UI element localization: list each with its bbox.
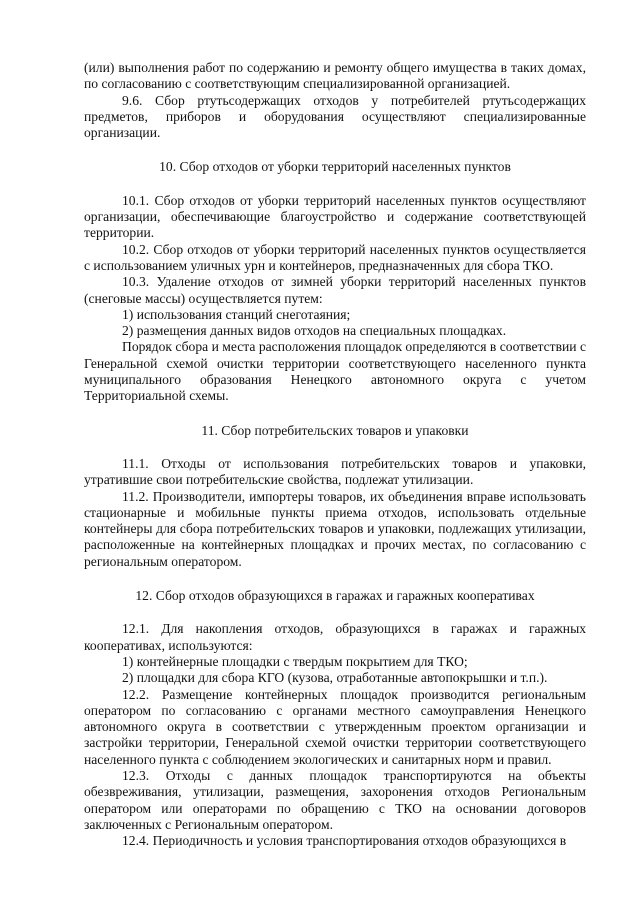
paragraph-9-6: 9.6. Сбор ртутьсодержащих отходов у потребителей ртутьсодержащих предметов, приборов и оборудования осуществляют специализированные организации. xyxy=(84,92,586,141)
paragraph-11-1: 11.1. Отходы от использования потребительских товаров и упаковки, утратившие свои потребительские свойства, подлежат утилизации. xyxy=(84,455,586,488)
paragraph-12-4: 12.4. Периодичность и условия транспортирования отходов образующихся в xyxy=(122,833,567,849)
paragraph-12-1: 12.1. Для накопления отходов, образующихся в гаражах и гаражных кооперативах, используются: xyxy=(84,621,586,653)
list-item: 2) размещения данных видов отходов на специальных площадках. xyxy=(122,323,507,339)
paragraph: (или) выполнения работ по содержанию и ремонту общего имущества в таких домах, по согласованию с соответствующим специализированной организацией. xyxy=(84,60,586,92)
paragraph-11-2: 11.2. Производители, импортеры товаров, их объединения вправе использовать стационарные и мобильные пункты приема отходов, использовать отдельные контейнеры для сбора потребительских товаров и упаковки, подлежащих утилизации, расположенные на контейнерных площадках и прочих местах, по согласованию с региональным оператором. xyxy=(84,488,586,569)
list-item: 1) использования станций снеготаяния; xyxy=(122,306,351,322)
paragraph-10-2: 10.2. Сбор отходов от уборки территорий населенных пунктов осуществляется с использованием уличных урн и контейнеров, предназначенных для сбора ТКО. xyxy=(84,241,586,273)
list-item: 2) площадки для сбора КГО (кузова, отработанные автопокрышки и т.п.). xyxy=(122,670,548,686)
paragraph-10-3: 10.3. Удаление отходов от зимней уборки территорий населенных пунктов (снеговые массы) осуществляется путем: xyxy=(84,274,586,306)
list-item: 1) контейнерные площадки с твердым покрытием для ТКО; xyxy=(122,653,468,669)
section-heading-10: 10. Сбор отходов от уборки территорий населенных пунктов xyxy=(159,159,511,175)
section-heading-12: 12. Сбор отходов образующихся в гаражах и гаражных кооперативах xyxy=(135,588,535,604)
paragraph-order: Порядок сбора и места расположения площадок определяются в соответствии с Генеральной схемой очистки территории соответствующего населенного пункта муниципального образования Ненецкого автономного округа с учетом Территориальной схемы. xyxy=(84,339,586,404)
paragraph-10-1: 10.1. Сбор отходов от уборки территорий населенных пунктов осуществляют организации, обеспечивающие благоустройство и содержание соответствующей территории. xyxy=(84,192,586,241)
paragraph-12-2: 12.2. Размещение контейнерных площадок производится региональным оператором по согласованию с органами местного самоуправления Ненецкого автономного округа в соответствии с утвержденным проектом организации и застройки территории, Генеральной схемой очистки территории соответствующего населенного пункта с соблюдением экологических и санитарных норм и правил. xyxy=(84,686,586,767)
section-heading-11: 11. Сбор потребительских товаров и упаковки xyxy=(201,422,469,438)
paragraph-12-3: 12.3. Отходы с данных площадок транспортируются на объекты обезвреживания, утилизации, размещения, захоронения отходов Региональным оператором или операторами по обращению с ТКО на основании договоров заключенных с Региональным оператором. xyxy=(84,767,586,832)
